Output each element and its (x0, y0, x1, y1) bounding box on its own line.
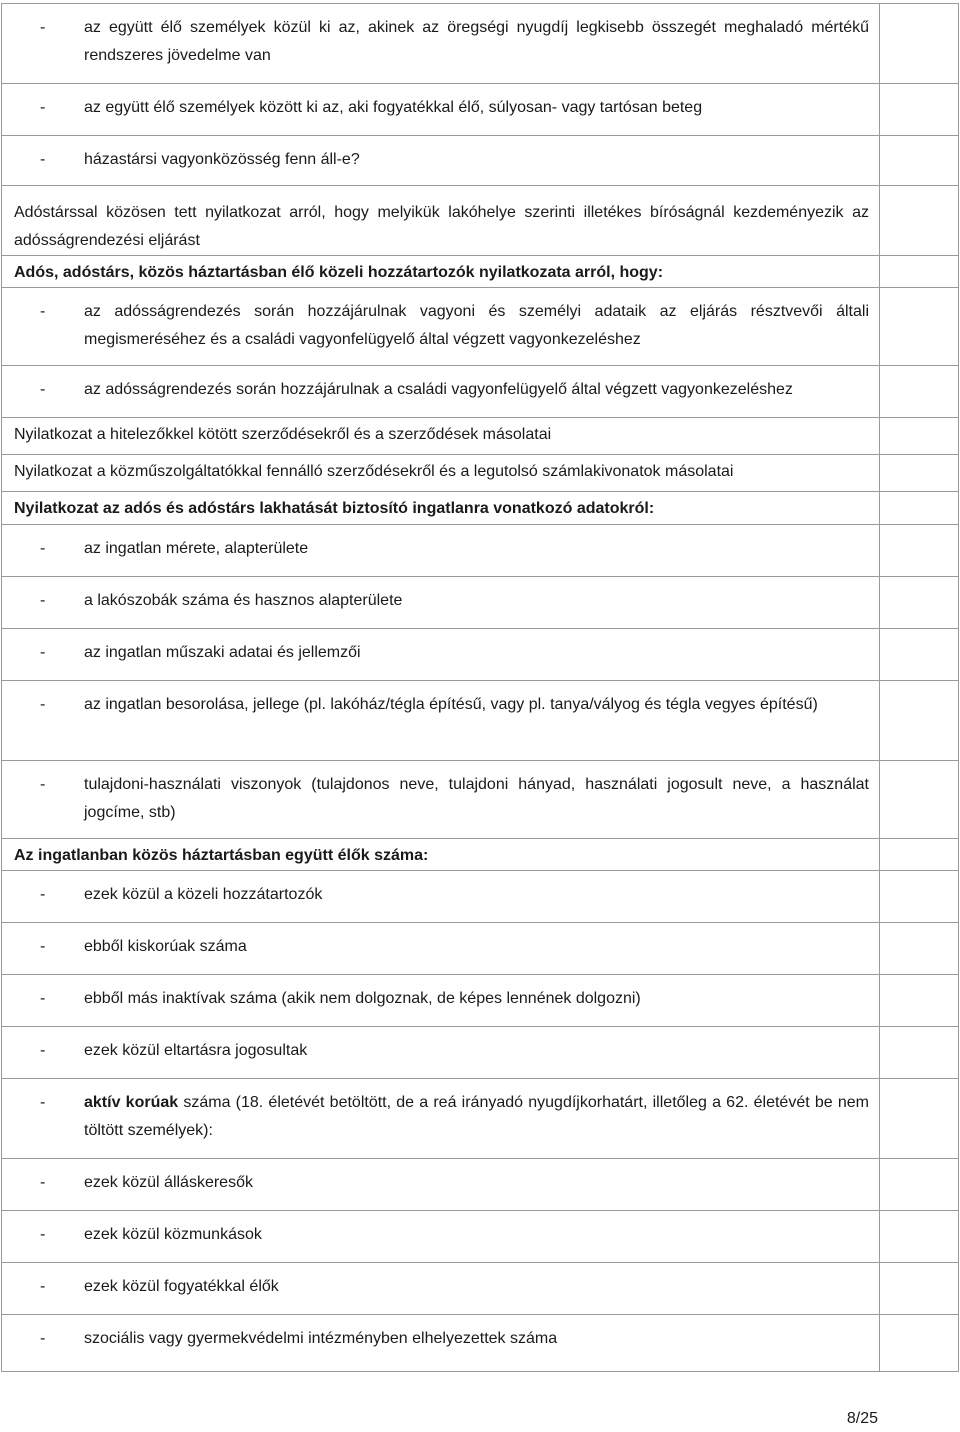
row-description-cell (2, 492, 880, 525)
checkbox-cell[interactable] (880, 1079, 959, 1159)
bullet-text: ezek közül a közeli hozzátartozók (84, 886, 323, 903)
checkbox-cell[interactable] (880, 366, 959, 418)
bullet-dash: - (40, 381, 46, 398)
checkbox-cell[interactable] (880, 1027, 959, 1079)
checkbox-cell[interactable] (880, 681, 959, 761)
row-description-cell (2, 455, 880, 492)
page-number: 8/25 (846, 1410, 878, 1427)
row-description-cell (2, 4, 880, 84)
bullet-dash: - (40, 1042, 46, 1059)
bullet-text: az ingatlan mérete, alapterülete (84, 540, 309, 557)
row-description-cell (2, 1263, 880, 1315)
table-row (2, 1027, 959, 1079)
table-row (2, 84, 959, 136)
bullet-text: házastársi vagyonközösség fenn áll-e? (84, 151, 360, 168)
table-row (2, 1211, 959, 1263)
row-description-cell (2, 871, 880, 923)
bullet-text: ebből más inaktívak száma (akik nem dolgoznak, de képes lennének dolgozni) (84, 990, 641, 1007)
table-row (2, 455, 959, 492)
table-row (2, 1263, 959, 1315)
bullet-text (84, 1089, 879, 1145)
checkbox-cell[interactable] (880, 84, 959, 136)
bullet-text: ebből kiskorúak száma (84, 938, 247, 955)
row-description-cell (2, 525, 880, 577)
section-heading: Az ingatlanban közös háztartásban együtt élők száma: (14, 847, 429, 864)
checkbox-cell[interactable] (880, 256, 959, 288)
checkbox-cell[interactable] (880, 1211, 959, 1263)
bullet-dash: - (40, 19, 46, 36)
bullet-text: szociális vagy gyermekvédelmi intézményben elhelyezettek száma (84, 1330, 558, 1347)
checkbox-cell[interactable] (880, 1263, 959, 1315)
checkbox-cell[interactable] (880, 4, 959, 84)
checkbox-cell[interactable] (880, 1315, 959, 1372)
row-description-cell (2, 577, 880, 629)
bullet-dash: - (40, 776, 46, 793)
table-row (2, 761, 959, 839)
bullet-text: ezek közül fogyatékkal élők (84, 1278, 279, 1295)
bullet-dash: - (40, 696, 46, 713)
checkbox-cell[interactable] (880, 136, 959, 186)
checkbox-cell[interactable] (880, 288, 959, 366)
bullet-text: a lakószobák száma és hasznos alapterülete (84, 592, 403, 609)
bullet-dash: - (40, 1278, 46, 1295)
checkbox-cell[interactable] (880, 761, 959, 839)
checkbox-cell[interactable] (880, 975, 959, 1027)
table-row (2, 871, 959, 923)
row-description-cell (2, 1211, 880, 1263)
checkbox-cell[interactable] (880, 839, 959, 871)
bullet-dash: - (40, 592, 46, 609)
table-row (2, 1315, 959, 1372)
table-row (2, 136, 959, 186)
table-row (2, 4, 959, 84)
row-description-cell (2, 1315, 880, 1372)
bullet-dash: - (40, 151, 46, 168)
row-description-cell (2, 418, 880, 455)
table-row (2, 288, 959, 366)
table-row (2, 418, 959, 455)
row-description-cell (2, 288, 880, 366)
item-text: Nyilatkozat a közműszolgáltatókkal fennálló szerződésekről és a legutolsó számlakivonatok másolatai (14, 463, 734, 480)
row-description-cell (2, 761, 880, 839)
checkbox-cell[interactable] (880, 492, 959, 525)
bullet-text: az adósságrendezés során hozzájárulnak a családi vagyonfelügyelő által végzett vagyonkezeléshez (84, 381, 793, 398)
item-text: Nyilatkozat a hitelezőkkel kötött szerződésekről és a szerződések másolatai (14, 426, 552, 443)
row-description-cell (2, 975, 880, 1027)
row-description-cell (2, 923, 880, 975)
item-text: Adóstárssal közösen tett nyilatkozat arról, hogy melyikük lakóhelye szerinti illetékes bíróságnál kezdeményezik az adósságrendezési eljárást (14, 204, 869, 249)
checkbox-cell[interactable] (880, 418, 959, 455)
table-row (2, 839, 959, 871)
bullet-text: az adósságrendezés során hozzájárulnak vagyoni és személyi adataik az eljárás résztvevői általi megismeréséhez és a családi vagyonfelügyelő által végzett vagyonkezeléshez (84, 303, 869, 348)
bullet-text: az ingatlan besorolása, jellege (pl. lakóház/tégla építésű, vagy pl. tanya/vályog és tégla vegyes építésű) (84, 696, 818, 713)
table-row (2, 1159, 959, 1211)
table-row (2, 681, 959, 761)
bullet-dash: - (40, 99, 46, 116)
row-description-cell (2, 84, 880, 136)
table-row (2, 1079, 959, 1159)
bullet-text: az ingatlan műszaki adatai és jellemzői (84, 644, 361, 661)
bullet-dash: - (40, 644, 46, 661)
row-description-cell (2, 186, 880, 256)
table-row (2, 629, 959, 681)
table-body (2, 4, 959, 1372)
row-description-cell (2, 681, 880, 761)
table-row (2, 923, 959, 975)
checkbox-cell[interactable] (880, 923, 959, 975)
table-row (2, 577, 959, 629)
bullet-dash: - (40, 1226, 46, 1243)
checkbox-cell[interactable] (880, 455, 959, 492)
table-row (2, 492, 959, 525)
table-row (2, 256, 959, 288)
bullet-text: az együtt élő személyek közül ki az, akinek az öregségi nyugdíj legkisebb összegét meghaladó mértékű rendszeres jövedelme van (84, 19, 869, 64)
bullet-dash: - (40, 540, 46, 557)
checkbox-cell[interactable] (880, 1159, 959, 1211)
checkbox-cell[interactable] (880, 525, 959, 577)
bullet-text: ezek közül eltartásra jogosultak (84, 1042, 308, 1059)
row-description-cell (2, 839, 880, 871)
checkbox-cell[interactable] (880, 629, 959, 681)
row-description-cell (2, 1159, 880, 1211)
table-row (2, 975, 959, 1027)
bullet-dash: - (40, 990, 46, 1007)
bullet-bold-text: aktív korúak (84, 1094, 179, 1111)
bullet-text: az együtt élő személyek között ki az, aki fogyatékkal élő, súlyosan- vagy tartósan beteg (84, 99, 703, 116)
bullet-dash: - (40, 1174, 46, 1191)
row-description-cell (2, 136, 880, 186)
requirements-table (1, 3, 959, 1372)
bullet-dash: - (40, 1094, 46, 1111)
checkbox-cell[interactable] (880, 871, 959, 923)
checkbox-cell[interactable] (880, 186, 959, 256)
row-description-cell (2, 1079, 880, 1159)
bullet-dash: - (40, 303, 46, 320)
table-row (2, 186, 959, 256)
section-heading: Nyilatkozat az adós és adóstárs lakhatását biztosító ingatlanra vonatkozó adatokról: (14, 500, 655, 517)
row-description-cell (2, 256, 880, 288)
row-description-cell (2, 366, 880, 418)
bullet-dash: - (40, 1330, 46, 1347)
row-description-cell (2, 629, 880, 681)
bullet-dash: - (40, 938, 46, 955)
bullet-dash: - (40, 886, 46, 903)
bullet-text: tulajdoni-használati viszonyok (tulajdonos neve, tulajdoni hányad, használati jogosult neve, a használat jogcíme, stb) (84, 776, 869, 821)
bullet-text: ezek közül álláskeresők (84, 1174, 253, 1191)
row-description-cell (2, 1027, 880, 1079)
section-heading: Adós, adóstárs, közös háztartásban élő közeli hozzátartozók nyilatkozata arról, hogy: (14, 264, 664, 281)
table-row (2, 366, 959, 418)
checkbox-cell[interactable] (880, 577, 959, 629)
table-row (2, 525, 959, 577)
bullet-rest-text: száma (18. életévét betöltött, de a reá irányadó nyugdíjkorhatárt, illetőleg a 62. életévét be nem töltött személyek): (84, 1094, 869, 1139)
bullet-text: ezek közül közmunkások (84, 1226, 262, 1243)
